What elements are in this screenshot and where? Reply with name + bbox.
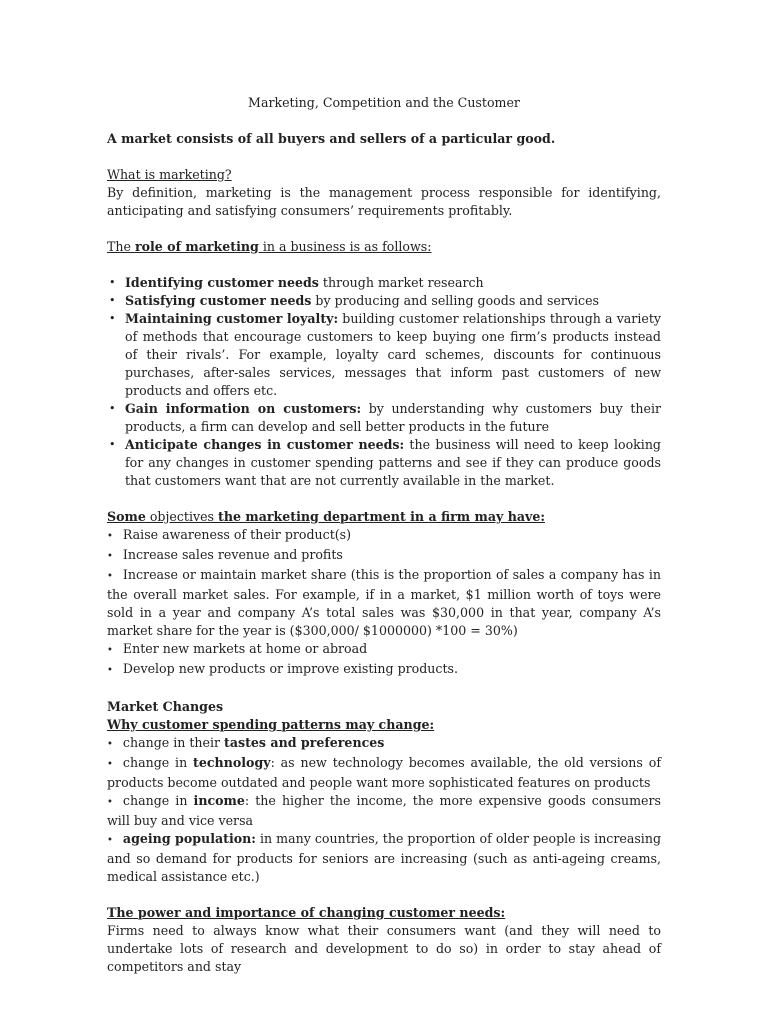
list-item bbox=[107, 436, 661, 490]
list-item bbox=[107, 274, 661, 292]
list-item bbox=[107, 754, 661, 792]
changes-list bbox=[107, 734, 661, 886]
list-item bbox=[107, 660, 661, 680]
objectives-heading-mid: objectives bbox=[145, 509, 219, 524]
item-bold: Maintaining customer loyalty: bbox=[125, 311, 339, 326]
item-text: building customer relationships through a variety of methods that encourage customers to keep buying one firm’s products instead of their rivals’. For example, loyalty card schemes, discounts for continuous purchases, after-sales services, messages that inform past customers of new products and offers etc. bbox=[125, 311, 661, 398]
item-bold: income bbox=[193, 793, 245, 808]
item-bold: Gain information on customers: bbox=[125, 401, 362, 416]
list-item bbox=[107, 526, 661, 546]
bullet-icon: • bbox=[107, 645, 113, 656]
item-bold: ageing population: bbox=[122, 831, 256, 846]
market-changes-heading: Market Changes bbox=[107, 699, 224, 714]
item-pre: change in their bbox=[122, 735, 225, 750]
lead-sentence: A market consists of all buyers and sellers of a particular good. bbox=[107, 131, 556, 146]
item-text: Enter new markets at home or abroad bbox=[122, 641, 368, 656]
power-body: Firms need to always know what their consumers want (and they will need to undertake lots of research and development to do so) in order to stay ahead of competitors and stay bbox=[107, 923, 661, 974]
power-section bbox=[107, 904, 661, 976]
item-text: : the higher the income, the more expensive goods consumers will buy and vice versa bbox=[107, 793, 661, 828]
item-bold: Anticipate changes in customer needs: bbox=[125, 437, 405, 452]
item-bold: technology bbox=[193, 755, 271, 770]
item-text: : as new technology becomes available, the old versions of products become outdated and people want more sophisticated features on products bbox=[107, 755, 661, 790]
market-changes-section bbox=[107, 698, 661, 886]
bullet-icon: • bbox=[107, 665, 113, 676]
what-is-marketing-heading: What is marketing? bbox=[107, 167, 232, 182]
bullet-icon: • bbox=[107, 551, 113, 562]
bullet-icon: • bbox=[107, 739, 113, 750]
role-heading-pre: The bbox=[107, 239, 135, 254]
market-changes-subheading: Why customer spending patterns may change: bbox=[107, 717, 435, 732]
item-text: in many countries, the proportion of older people is increasing and so demand for products for seniors are increasing (such as anti-ageing creams, medical assistance etc.) bbox=[107, 831, 662, 884]
bullet-icon: • bbox=[109, 312, 116, 325]
bullet-icon: • bbox=[107, 835, 113, 846]
power-heading: The power and importance of changing customer needs: bbox=[107, 905, 506, 920]
objectives-heading bbox=[107, 508, 661, 526]
bullet-icon: • bbox=[109, 276, 116, 289]
list-item bbox=[107, 734, 661, 754]
item-text: by understanding why customers buy their products, a firm can develop and sell better products in the future bbox=[125, 401, 661, 434]
item-text: Increase or maintain market share (this is the proportion of sales a company has in the overall market sales. For example, if in a market, $1 million worth of toys were sold in a year and company A’s total sales was $30,000 in that year, company A’s market share for the year is ($300,000/ $1000000) *100 = 30%) bbox=[107, 567, 661, 638]
item-text: Develop new products or improve existing products. bbox=[122, 661, 458, 676]
item-bold: Identifying customer needs bbox=[125, 275, 319, 290]
list-item bbox=[107, 292, 661, 310]
objectives-list bbox=[107, 526, 661, 680]
role-heading-post: in a business is as follows: bbox=[258, 239, 432, 254]
list-item bbox=[107, 400, 661, 436]
item-text: through market research bbox=[318, 275, 484, 290]
what-is-marketing-body: By definition, marketing is the management process responsible for identifying, anticipating and satisfying consumers’ requirements profitably. bbox=[107, 185, 661, 218]
role-list bbox=[107, 274, 661, 490]
list-item bbox=[107, 830, 661, 886]
what-is-marketing-section bbox=[107, 166, 661, 220]
objectives-heading-b1: Some bbox=[107, 509, 146, 524]
list-item bbox=[107, 546, 661, 566]
list-item bbox=[107, 310, 661, 400]
role-heading bbox=[107, 238, 661, 256]
objectives-section bbox=[107, 508, 661, 680]
list-item bbox=[107, 792, 661, 830]
objectives-heading-b2: the marketing department in a firm may have: bbox=[218, 509, 545, 524]
item-text: by producing and selling goods and services bbox=[311, 293, 600, 308]
item-text: Raise awareness of their product(s) bbox=[122, 527, 352, 542]
bullet-icon: • bbox=[107, 571, 113, 582]
item-text: the business will need to keep looking for any changes in customer spending patterns and see if they can produce goods that customers want that are not currently available in the market. bbox=[125, 437, 661, 488]
bullet-icon: • bbox=[107, 759, 113, 770]
role-of-marketing-section bbox=[107, 238, 661, 490]
item-pre: change in bbox=[122, 793, 194, 808]
item-bold: Satisfying customer needs bbox=[125, 293, 312, 308]
bullet-icon: • bbox=[109, 402, 116, 415]
item-bold: tastes and preferences bbox=[224, 735, 385, 750]
item-pre: change in bbox=[122, 755, 194, 770]
item-text: Increase sales revenue and profits bbox=[122, 547, 343, 562]
role-heading-bold: role of marketing bbox=[134, 239, 259, 254]
bullet-icon: • bbox=[107, 797, 113, 808]
bullet-icon: • bbox=[109, 438, 116, 451]
document-content bbox=[107, 94, 661, 976]
bullet-icon: • bbox=[107, 531, 113, 542]
list-item bbox=[107, 640, 661, 660]
list-item bbox=[107, 566, 661, 640]
bullet-icon: • bbox=[109, 294, 116, 307]
page-title: Marketing, Competition and the Customer bbox=[248, 95, 520, 110]
